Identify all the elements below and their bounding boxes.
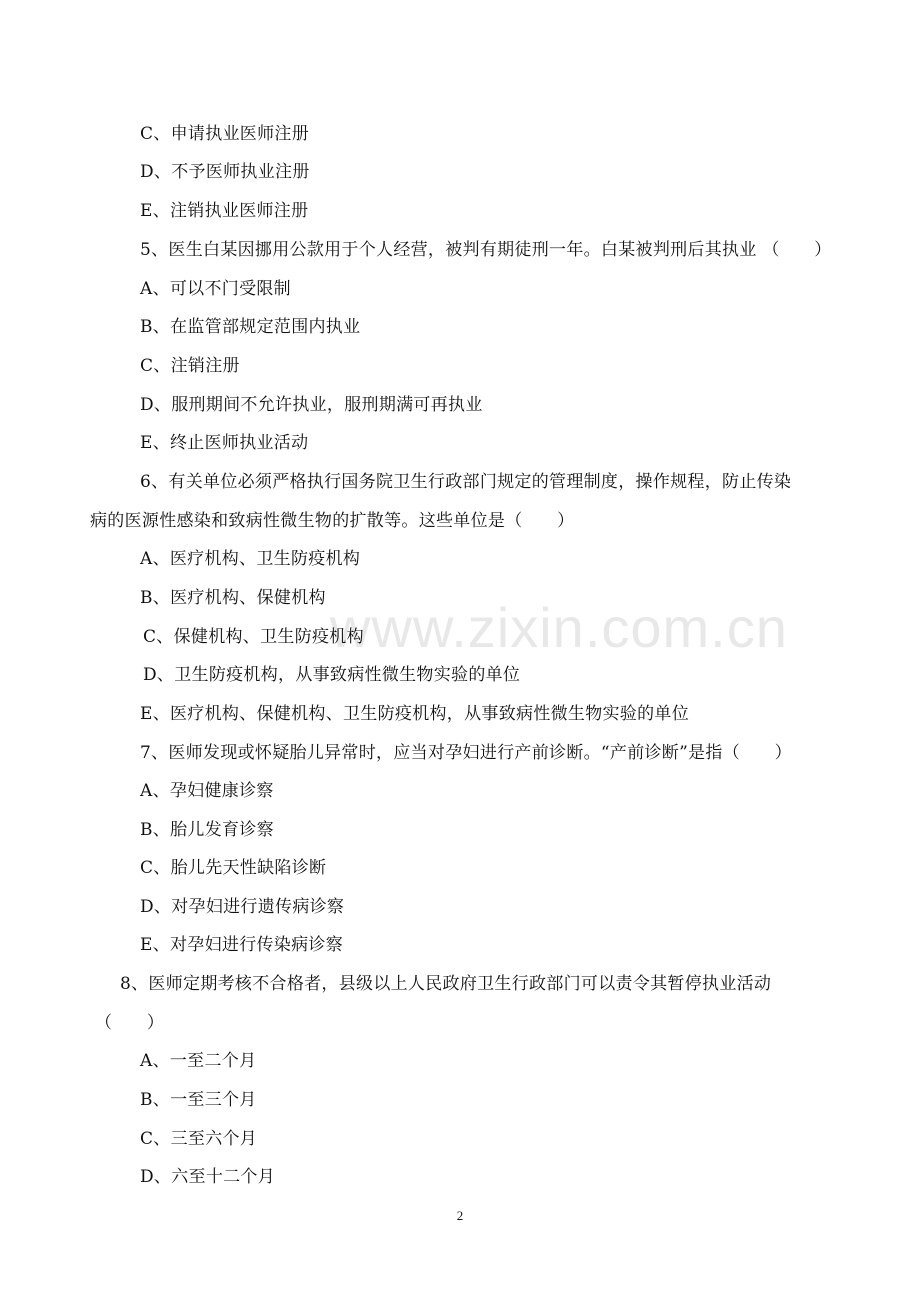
q7-option-d: D、对孕妇进行遗传病诊察 — [140, 897, 345, 917]
q7-option-e: E、对孕妇进行传染病诊察 — [140, 935, 344, 955]
q5-option-e: E、终止医师执业活动 — [140, 433, 309, 453]
q6-question-line1: 6、有关单位必须严格执行国务院卫生行政部门规定的管理制度，操作规程，防止传染 — [140, 472, 792, 492]
q8-option-b: B、一至三个月 — [140, 1090, 257, 1110]
q5-option-c: C、注销注册 — [140, 356, 240, 376]
q7-option-a: A、孕妇健康诊察 — [140, 781, 274, 801]
q6-option-d: D、卫生防疫机构，从事致病性微生物实验的单位 — [143, 665, 521, 685]
q8-option-d: D、六至十二个月 — [140, 1167, 276, 1187]
q8-option-a: A、一至二个月 — [140, 1051, 257, 1071]
q6-option-a: A、医疗机构、卫生防疫机构 — [140, 549, 361, 569]
q4-option-d: D、不予医师执业注册 — [140, 162, 310, 182]
q6-option-b: B、医疗机构、保健机构 — [140, 588, 326, 608]
q4-option-c: C、申请执业医师注册 — [140, 124, 310, 144]
q7-option-c: C、胎儿先天性缺陷诊断 — [140, 858, 327, 878]
q6-option-c: C、保健机构、卫生防疫机构 — [143, 627, 364, 647]
q6-question-line2: 病的医源性感染和致病性微生物的扩散等。这些单位是（ ） — [90, 511, 575, 531]
q7-question: 7、医师发现或怀疑胎儿异常时，应当对孕妇进行产前诊断。“产前诊断”是指（ ） — [140, 743, 792, 763]
q5-option-b: B、在监管部规定范围内执业 — [140, 317, 361, 337]
q8-question-line2: （ ） — [95, 1013, 165, 1033]
q7-option-b: B、胎儿发育诊察 — [140, 820, 274, 840]
q4-option-e: E、注销执业医师注册 — [140, 201, 309, 221]
q5-question: 5、医生白某因挪用公款用于个人经营，被判有期徒刑一年。白某被判刑后其执业 （ ） — [140, 240, 832, 260]
watermark: www.zixin.com.cn — [330, 596, 788, 659]
q6-option-e: E、医疗机构、保健机构、卫生防疫机构，从事致病性微生物实验的单位 — [140, 704, 690, 724]
q5-option-d: D、服刑期间不允许执业，服刑期满可再执业 — [140, 395, 483, 415]
q5-option-a: A、可以不门受限制 — [140, 279, 291, 299]
q8-question-line1: 8、医师定期考核不合格者，县级以上人民政府卫生行政部门可以责令其暂停执业活动 — [120, 974, 772, 994]
q8-option-c: C、三至六个月 — [140, 1129, 258, 1149]
page-number: 2 — [456, 1208, 464, 1223]
